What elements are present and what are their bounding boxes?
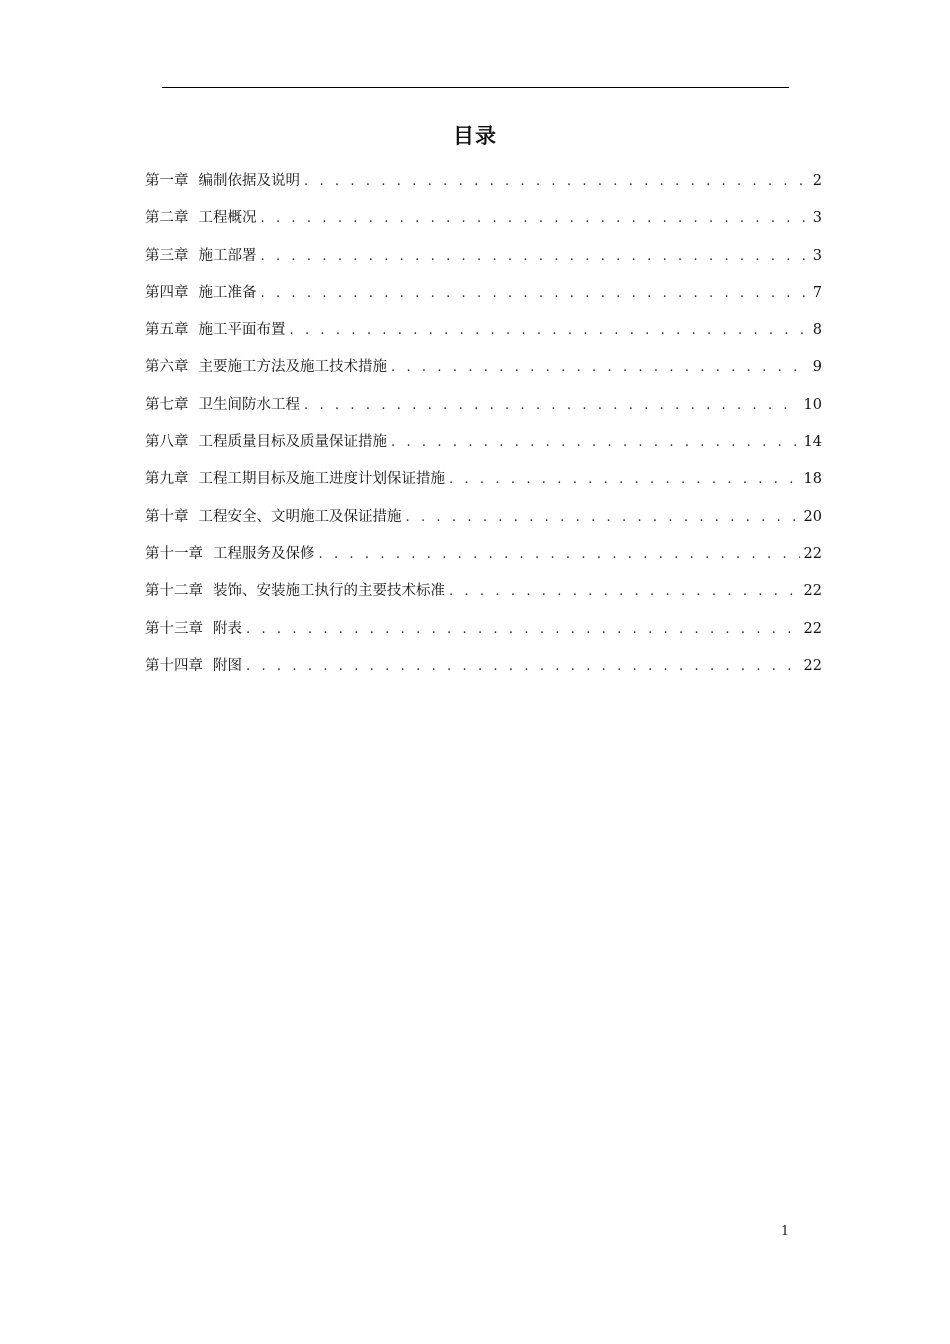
toc-leader-dots	[261, 206, 809, 232]
toc-chapter-number: 第十四章	[145, 657, 203, 674]
toc-page-number: 22	[803, 657, 822, 674]
toc-leader-dots	[261, 244, 809, 270]
toc-entry[interactable]	[145, 616, 822, 653]
toc-page-number: 9	[812, 359, 822, 376]
toc-chapter-title: 装饰、安装施工执行的主要技术标准	[213, 583, 445, 600]
toc-chapter-title: 施工平面布置	[198, 322, 286, 339]
toc-chapter-number: 第九章	[145, 471, 189, 488]
toc-chapter-number: 第十二章	[145, 583, 203, 600]
toc-entry[interactable]	[145, 392, 822, 429]
toc-chapter-title: 施工部署	[198, 247, 257, 264]
toc-leader-dots	[391, 430, 800, 456]
toc-entry[interactable]	[145, 205, 822, 242]
toc-chapter-number: 第十章	[145, 508, 189, 525]
toc-page-number: 20	[803, 508, 822, 525]
toc-chapter-number: 第三章	[145, 247, 189, 264]
toc-entry[interactable]	[145, 280, 822, 317]
toc-page-number: 3	[812, 247, 822, 264]
toc-chapter-number: 第十三章	[145, 620, 203, 637]
toc-chapter-number: 第二章	[145, 210, 189, 227]
toc-chapter-title: 主要施工方法及施工技术措施	[198, 359, 387, 376]
toc-entry[interactable]	[145, 168, 822, 205]
toc-page-number: 3	[812, 210, 822, 227]
toc-page-number: 7	[812, 284, 822, 301]
toc-leader-dots	[391, 355, 809, 381]
toc-page-number: 18	[803, 471, 822, 488]
toc-chapter-number: 第十一章	[145, 545, 203, 562]
toc-chapter-number: 第七章	[145, 396, 189, 413]
toc-chapter-number: 第八章	[145, 434, 189, 451]
toc-entry[interactable]	[145, 429, 822, 466]
toc-leader-dots	[449, 467, 800, 493]
toc-entry[interactable]	[145, 317, 822, 354]
toc-page-number: 22	[803, 620, 822, 637]
toc-leader-dots	[406, 505, 800, 531]
toc-entry[interactable]	[145, 354, 822, 391]
toc-chapter-number: 第四章	[145, 284, 189, 301]
toc-chapter-title: 施工准备	[198, 284, 257, 301]
toc-chapter-title: 附图	[213, 657, 242, 674]
toc-chapter-title: 工程概况	[198, 210, 257, 227]
toc-chapter-number: 第一章	[145, 173, 189, 189]
page-number: 1	[780, 1224, 790, 1239]
toc-page-number: 22	[803, 545, 822, 562]
toc-leader-dots	[304, 393, 800, 419]
toc-page-number: 10	[803, 396, 822, 413]
toc-leader-dots	[449, 579, 800, 605]
toc-leader-dots	[319, 542, 800, 568]
toc-chapter-number: 第五章	[145, 322, 189, 339]
toc-entry[interactable]	[145, 653, 822, 690]
toc-chapter-title: 附表	[213, 620, 242, 637]
toc-chapter-title: 卫生间防水工程	[198, 396, 300, 413]
toc-leader-dots	[290, 318, 809, 344]
toc-entry[interactable]	[145, 466, 822, 503]
toc-chapter-title: 工程质量目标及质量保证措施	[198, 434, 387, 451]
toc-entry[interactable]	[145, 504, 822, 541]
toc-entry[interactable]	[145, 578, 822, 615]
table-of-contents	[145, 168, 822, 690]
toc-page-number: 2	[812, 173, 822, 189]
toc-chapter-title: 工程工期目标及施工进度计划保证措施	[198, 471, 445, 488]
page-title: 目录	[453, 124, 497, 148]
toc-leader-dots	[304, 169, 809, 195]
header-rule	[162, 87, 789, 88]
toc-page-number: 8	[812, 322, 822, 339]
toc-chapter-title: 工程安全、文明施工及保证措施	[198, 508, 402, 525]
toc-leader-dots	[246, 654, 800, 680]
toc-chapter-title: 编制依据及说明	[198, 173, 300, 189]
toc-chapter-title: 工程服务及保修	[213, 545, 315, 562]
toc-entry[interactable]	[145, 243, 822, 280]
toc-leader-dots	[261, 281, 809, 307]
toc-chapter-number: 第六章	[145, 359, 189, 376]
toc-entry[interactable]	[145, 541, 822, 578]
toc-page-number: 14	[803, 434, 822, 451]
toc-leader-dots	[246, 617, 800, 643]
toc-page-number: 22	[803, 583, 822, 600]
